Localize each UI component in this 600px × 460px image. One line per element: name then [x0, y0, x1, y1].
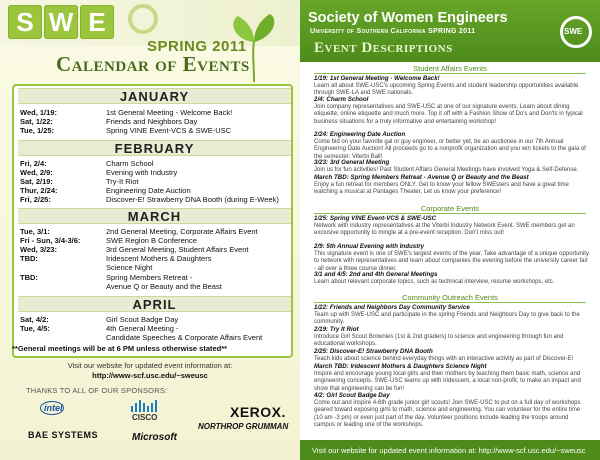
footer-website-text[interactable]: Visit our website for updated event information at: http://www-scf.usc.edu/~sweusc — [312, 446, 586, 455]
event-description: 2/24: Engineering Date Auction Come bid on your favorite gal or guy engineer, or better yet, be an auctionee in our 7th Annual Engineering Date Auction! All proceeds go to a nonprofit organization and you win tickets to the gala of the semester: Viterbi Ball! — [314, 131, 586, 160]
page-title: Calendar of Events — [56, 52, 250, 76]
event-row: Sat, 4/2: Girl Scout Badge Day — [20, 315, 179, 324]
event-row: Tue, 4/5: 4th General Meeting - — [20, 324, 179, 333]
event-description: 1/22: Friends and Neighbors Day Community Service Team up with SWE-USC and participate in the spring Friends and Neighbors Day to give back to the community. — [314, 304, 580, 326]
event-row: Fri, 2/25: Discover-E! Strawberry DNA Booth (during E-Week) — [20, 195, 279, 204]
event-row: Fri, 2/4: Charm School — [20, 159, 154, 168]
calendar-box — [12, 84, 293, 358]
header-subtitle: University of Southern California SPRING 2011 — [310, 28, 476, 35]
event-description: 1/25: Spring VINE Event-VCS & SWE-USC Network with industry representatives at the Viterbi Industry Network Event. SWE members get an exclusive opportunity to mingle at a pre-event reception. Don't miss out! — [314, 215, 575, 237]
event-row: Tue, 1/25: Spring VINE Event-VCS & SWE-USC — [20, 126, 232, 135]
event-row: Fri - Sun, 3/4-3/6: SWE Region B Conference — [20, 236, 197, 245]
month-heading-march: MARCH — [18, 208, 291, 224]
event-row: Candidate Speeches & Corporate Affairs Event — [106, 333, 263, 342]
month-heading-january: JANUARY — [18, 88, 291, 104]
event-row: Sat, 2/19: Try-It Riot — [20, 177, 139, 186]
event-description: 4/2: Girl Scout Badge Day Come out and inspire 4-6th grade junior girl scouts! Join SWE-USC to put on a full day of workshops geared toward exposing girls to math, science and engineering. You can volunteer for the entire time (10 am -3 pm) or even just part of the day. Volunteer positions include leading the troops around campus or leading one of the workshops. — [314, 392, 581, 428]
event-row: Wed, 3/23: 3rd General Meeting, Student Affairs Event — [20, 245, 249, 254]
website-prompt: Visit our website for updated event information at: — [67, 361, 233, 370]
microsoft-logo: Microsoft — [132, 432, 177, 443]
event-description: 1/19: 1st General Meeting - Welcome Back! Learn all about SWE-USC's upcoming Spring Events and student leadership opportunities available through SWE-LA and SWE nationals. — [314, 75, 579, 97]
event-description: 3/23: 3rd General Meeting Join us for fun activities! Past Student Affairs General Meetings have involved Yoga & Self-Defense. — [314, 159, 579, 174]
northrop-logo: NORTHROP GRUMMAN — [198, 422, 289, 431]
event-description: March TBD: Spring Members Retreat - Avenue Q or Beauty and the Beast Enjoy a fun retreat for members ONLY. Get to know your fellow SWEsters and have a great time watching a musical at Pantages Theater, Let us know your preference! — [314, 174, 569, 196]
cisco-logo: CISCO — [132, 413, 158, 422]
event-row: Thur, 2/24: Engineering Date Auction — [20, 186, 191, 195]
event-row: Avenue Q or Beauty and the Beast — [106, 282, 222, 291]
event-row: Science Night — [106, 263, 153, 272]
event-row: Tue, 3/1: 2nd General Meeting, Corporate Affairs Event — [20, 227, 258, 236]
sponsors-heading: THANKS TO ALL OF OUR SPONSORS: — [26, 386, 168, 395]
event-row: TBD: Iridescent Mothers & Daughters — [20, 254, 212, 263]
section-divider — [314, 73, 586, 74]
organization-name: Society of Women Engineers — [308, 10, 508, 26]
event-row: Wed, 1/19: 1st General Meeting - Welcome Back! — [20, 108, 233, 117]
section-heading-student-affairs: Student Affairs Events — [413, 64, 487, 73]
descriptions-body — [300, 62, 600, 440]
event-description: 3/1 and 4/5: 2nd and 4th General Meetings Learn about relevant corporate topics, such as technical interview, resume workshops, etc. — [314, 271, 555, 286]
event-description: 2/19: Try It Riot Introduce Girl Scout Brownies (1st & 2nd graders) to science and engineering through fun and educational workshops. — [314, 326, 564, 348]
intel-logo: intel — [44, 403, 63, 413]
section-divider — [314, 213, 586, 214]
section-heading-corporate: Corporate Events — [420, 204, 480, 213]
website-link[interactable]: http://www-scf.usc.edu/~sweusc — [92, 371, 208, 380]
cisco-logo-icon — [130, 400, 160, 412]
month-heading-april: APRIL — [18, 296, 291, 312]
gear-icon — [128, 4, 158, 34]
logo-letter-w: W — [44, 5, 78, 39]
xerox-logo: XEROX. — [230, 404, 286, 420]
meeting-time-note: **General meetings will be at 6 PM unless otherwise stated** — [12, 344, 228, 353]
event-description: 2/9: 5th Annual Evening with Industry This signature event is one of SWE's largest events of the year. Take advantage of a unique opportunity to network with representatives and learn about companies the evening before the university career fair - all over a three course dinner. — [314, 243, 589, 272]
event-description: 2/4: Charm School Join company representatives and SWE-USC at one of our signature events. Learn about dining etiquette, online etiquette and much more. Top it off with a Fashion Show of Do's and Don'ts in typical business situations for a truly informative and entertaining workshop! — [314, 96, 583, 125]
section-heading-community-outreach: Community Outreach Events — [402, 293, 498, 302]
event-row: Sat, 1/22: Friends and Neighbors Day — [20, 117, 198, 126]
event-description: 2/25: Discover-E! Strawberry DNA Booth Teach kids about science behind everyday things with an interactive activity as part of Discover-E! — [314, 348, 574, 363]
season-title: SPRING 2011 — [147, 38, 247, 55]
event-description: March TBD: Iridescent Mothers & Daughters Science Night Inspire and encourage young local girls and their mothers by teaching them basic math, science and engineering concepts. SWE-USC teams up with Iridescent, a local non-profit, to make an impact and show that engineering can be fun! — [314, 363, 581, 392]
event-row: Wed, 2/9: Evening with Industry — [20, 168, 178, 177]
swe-logo-text: SWE — [564, 27, 583, 36]
logo-letter-s: S — [8, 5, 42, 39]
logo-letter-e: E — [80, 5, 114, 39]
page-title: Event Descriptions — [314, 40, 453, 56]
bae-logo: BAE SYSTEMS — [28, 430, 99, 440]
section-divider — [314, 302, 586, 303]
month-heading-february: FEBRUARY — [18, 140, 291, 156]
descriptions-panel — [300, 0, 600, 460]
event-row: TBD: Spring Members Retreat - — [20, 273, 193, 282]
